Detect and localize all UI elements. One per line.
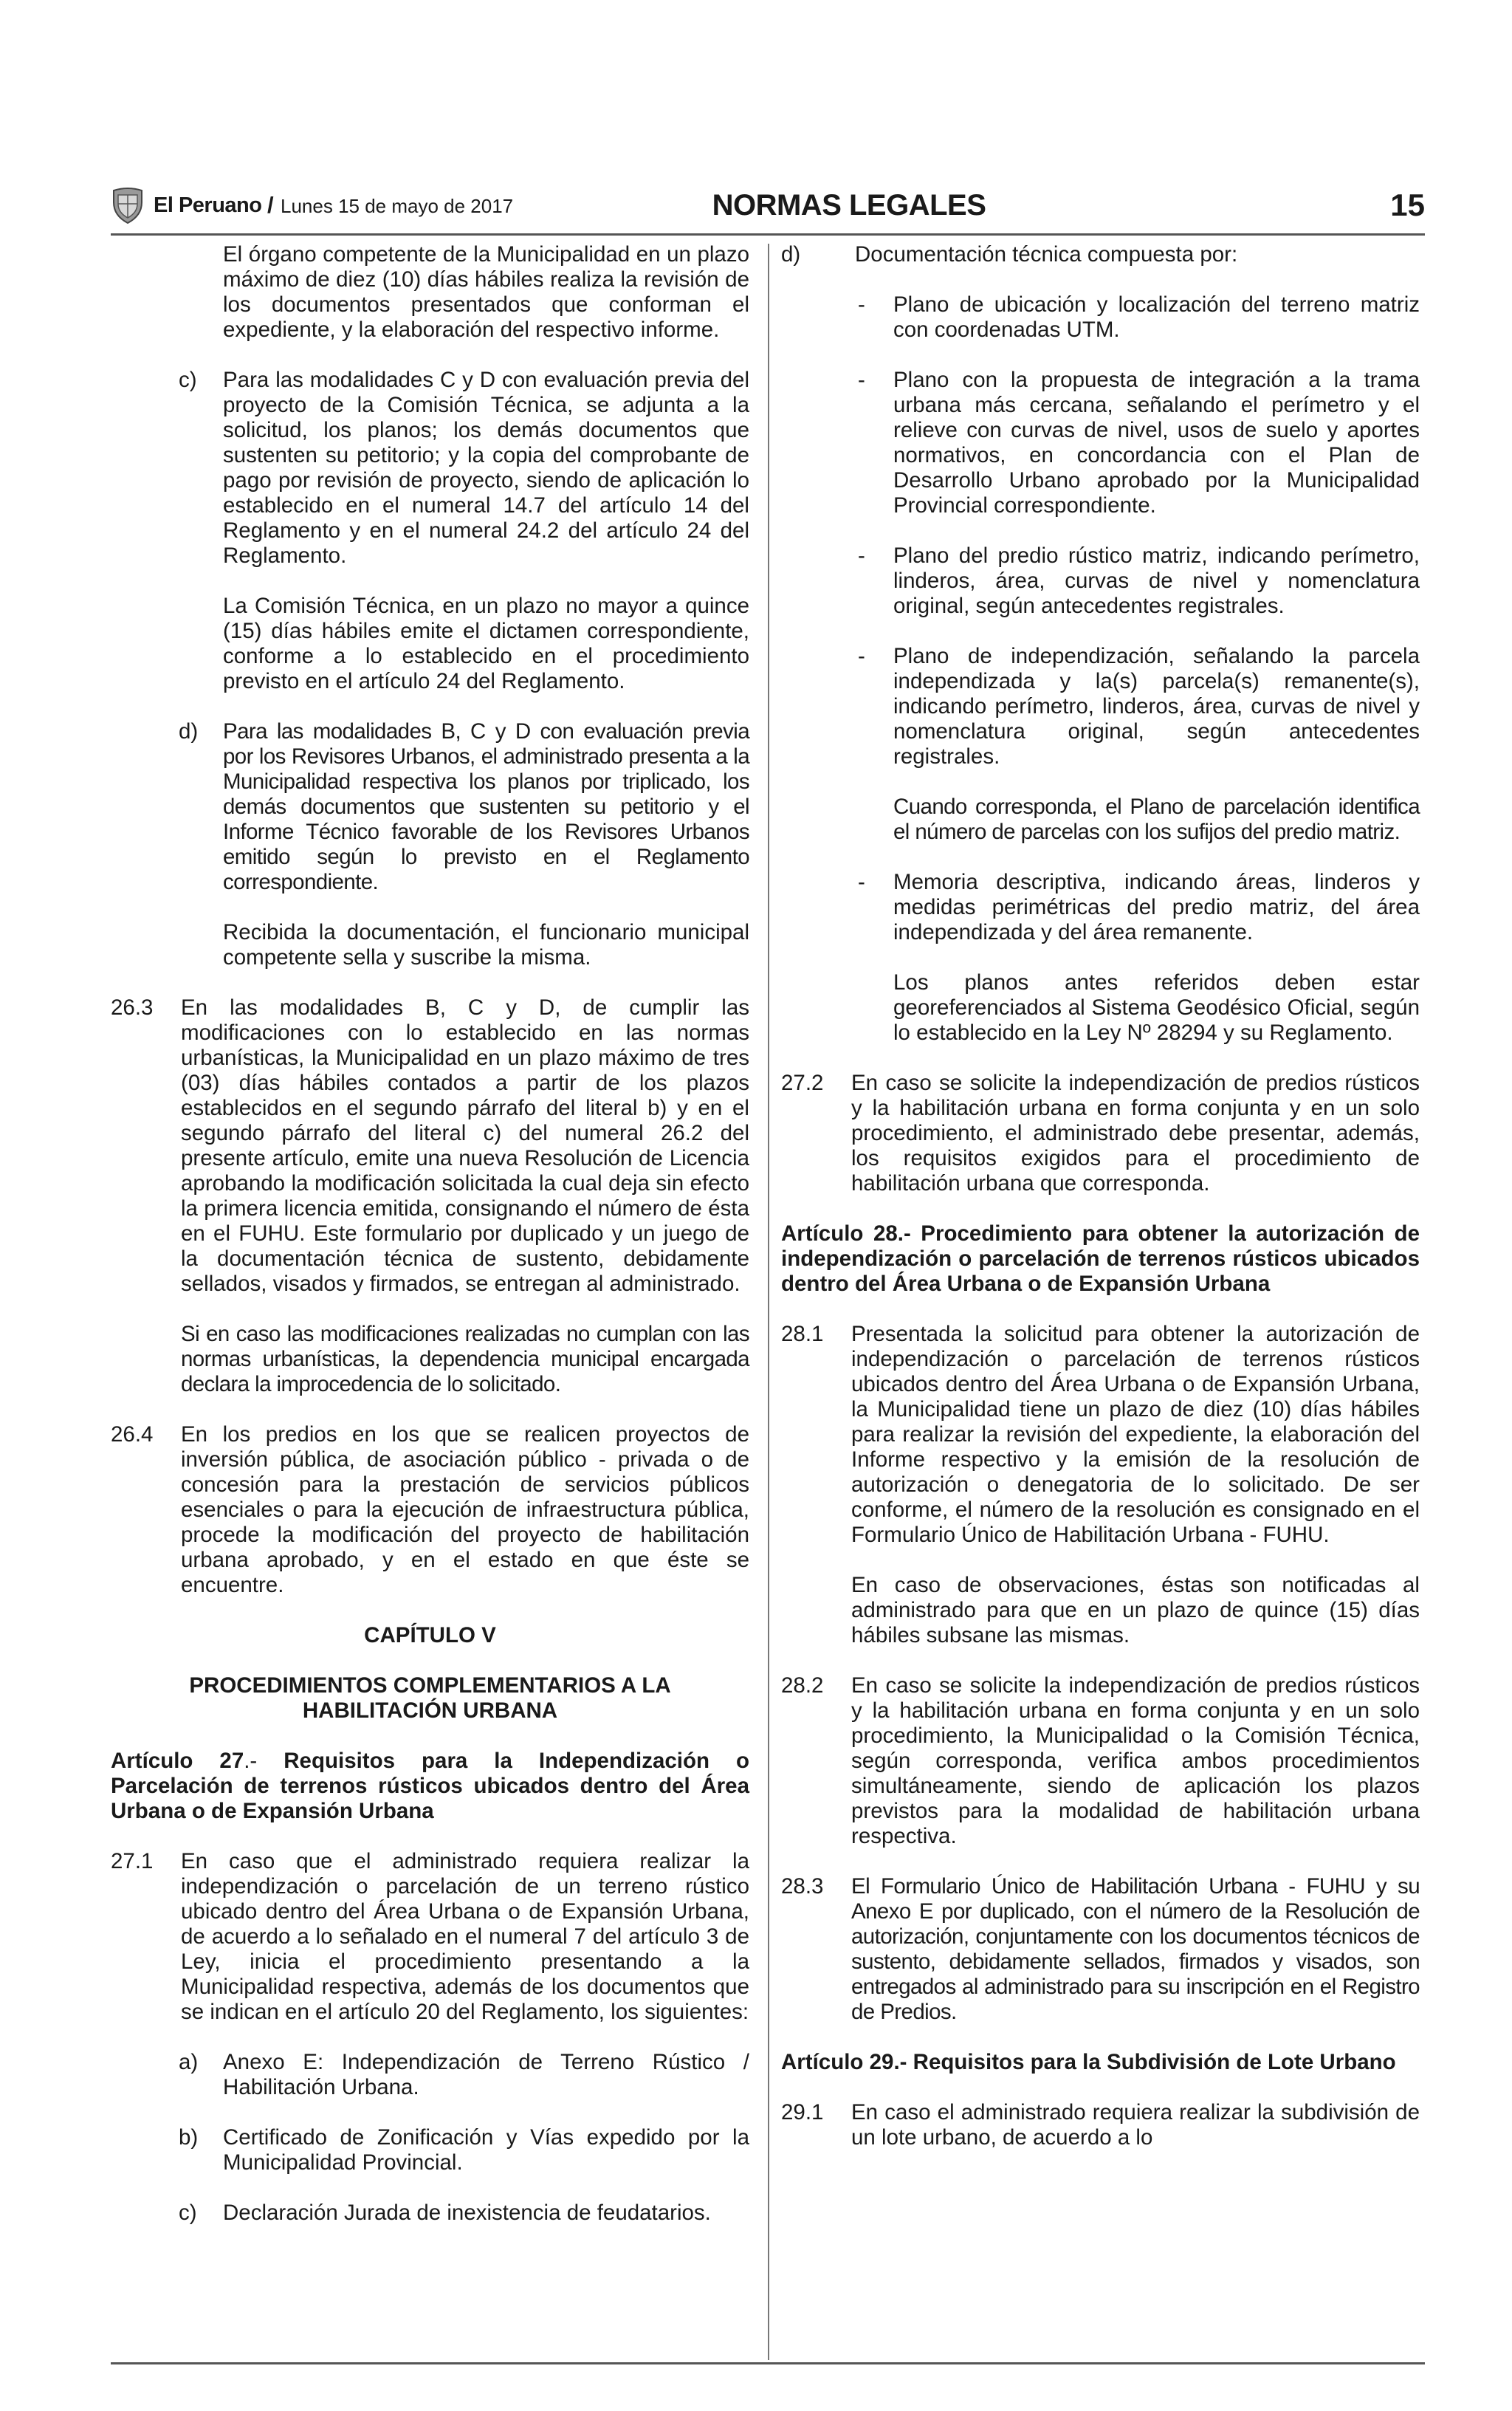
numeral-29-1 <box>781 2100 1420 2150</box>
literal-a <box>111 2050 749 2100</box>
literal-text: Documentación técnica compuesta por: <box>855 242 1238 267</box>
newspaper-name: El Peruano <box>154 193 262 217</box>
literal-b <box>111 2125 749 2175</box>
left-column <box>111 242 749 2226</box>
numeral-label: 28.1 <box>781 1322 824 1346</box>
numeral-27-2 <box>781 1071 1420 1196</box>
numeral-text: En caso que el administrado requiera realizar la independización o parcelación de un terreno rústico ubicado dentro del Área Urbana o de Expansión Urbana, de acuerdo a lo señalado en el numeral 7 del artículo 3 de Ley, inicia el procedimiento presentando a la Municipalidad respectiva, además de los documentos que se indican en el artículo 20 del Reglamento, los siguientes: <box>181 1849 749 2024</box>
intro-paragraph: El órgano competente de la Municipalidad en un plazo máximo de diez (10) días hábiles realiza la revisión de los documentos presentados que conforman el expediente, y la elaboración del respectivo informe. <box>223 242 749 342</box>
numeral-28-2 <box>781 1673 1420 1849</box>
literal-label: d) <box>781 242 801 267</box>
numeral-28-3 <box>781 1874 1420 2025</box>
dash-label: - <box>858 368 865 392</box>
chapter-heading: CAPÍTULO V <box>364 1623 496 1647</box>
numeral-27-1 <box>111 1849 749 2025</box>
numeral-text: En caso se solicite la independización de predios rústicos y la habilitación urbana en forma conjunta y en un solo procedimiento, el administrado debe presentar, además, los requisitos exigidos para el procedimiento de habilitación urbana que corresponda. <box>851 1071 1420 1196</box>
numeral-text: En caso se solicite la independización de predios rústicos y la habilitación urbana en forma conjunta y en un solo procedimiento, la Municipalidad o la Comisión Técnica, según corresponda, verifica ambos procedimientos simultáneamente, siendo de aplicación los plazos previstos para la modalidad de habilitación urbana respectiva. <box>851 1673 1420 1848</box>
dash-item <box>781 368 1420 518</box>
article-dash: .- <box>244 1749 258 1773</box>
numeral-text: El Formulario Único de Habilitación Urbana - FUHU y su Anexo E por duplicado, con el número de la Resolución de autorización, conjuntamente con los documentos técnicos de sustento, debidamente sellados, firmados y visados, son entregados al administrado para su inscripción en el Registro de Predios. <box>851 1874 1420 2024</box>
literal-label: b) <box>179 2125 199 2150</box>
paragraph: Cuando corresponda, el Plano de parcelación identifica el número de parcelas con los sufijos del predio matriz. <box>893 795 1420 844</box>
dash-item <box>781 292 1420 343</box>
numeral-label: 27.2 <box>781 1071 824 1095</box>
column-separator <box>768 244 769 2360</box>
numeral-label: 27.1 <box>111 1849 154 1873</box>
footer-rule <box>111 2362 1425 2364</box>
literal-d-technical <box>781 242 1420 267</box>
dash-text: Memoria descriptiva, indicando áreas, linderos y medidas perimétricas del predio matriz, del área independizada y del área remanente. <box>893 870 1420 944</box>
coat-of-arms-icon <box>111 186 145 224</box>
dash-item <box>781 870 1420 945</box>
dash-text: Plano de ubicación y localización del terreno matriz con coordenadas UTM. <box>893 292 1420 342</box>
paragraph: Los planos antes referidos deben estar georeferenciados al Sistema Geodésico Oficial, según lo establecido en la Ley Nº 28294 y su Reglamento. <box>893 970 1420 1045</box>
paragraph: La Comisión Técnica, en un plazo no mayor a quince (15) días hábiles emite el dictamen correspondiente, conforme a lo establecido en el procedimiento previsto en el artículo 24 del Reglamento. <box>223 594 749 693</box>
dash-item <box>781 644 1420 769</box>
literal-c-2 <box>111 2201 749 2226</box>
paragraph: Recibida la documentación, el funcionario municipal competente sella y suscribe la misma. <box>223 920 749 970</box>
dash-text: Plano de independización, señalando la parcela independizada y la(s) parcela(s) remanente(s), indicando perímetro, linderos, área, curvas de nivel y nomenclatura original, según antecedentes registrales. <box>893 644 1420 769</box>
dash-text: Plano del predio rústico matriz, indicando perímetro, linderos, área, curvas de nivel y nomenclatura original, según antecedentes registrales. <box>893 543 1420 618</box>
paragraph: Si en caso las modificaciones realizadas no cumplan con las normas urbanísticas, la dependencia municipal encargada declara la improcedencia de lo solicitado. <box>181 1322 749 1396</box>
dash-label: - <box>858 644 865 668</box>
numeral-label: 28.2 <box>781 1673 824 1698</box>
section-title: NORMAS LEGALES <box>712 189 986 222</box>
literal-text: Para las modalidades B, C y D con evaluación previa por los Revisores Urbanos, el administrado presenta a la Municipalidad respectiva los planos por triplicado, los demás documentos que sustenten su petitorio y el Informe Técnico favorable de los Revisores Urbanos emitido según lo previsto en el Reglamento correspondiente. <box>223 719 749 894</box>
article-29-title: Artículo 29.- Requisitos para la Subdivisión de Lote Urbano <box>781 2050 1396 2074</box>
literal-label: c) <box>179 368 197 392</box>
numeral-label: 26.3 <box>111 995 154 1020</box>
article-prefix: Artículo 27 <box>111 1749 244 1773</box>
dash-item <box>781 543 1420 619</box>
numeral-28-1 <box>781 1322 1420 1548</box>
paragraph: En caso de observaciones, éstas son notificadas al administrado para que en un plazo de quince (15) días hábiles subsane las mismas. <box>851 1573 1420 1647</box>
header-rule <box>111 233 1425 236</box>
numeral-label: 28.3 <box>781 1874 824 1899</box>
literal-text: Anexo E: Independización de Terreno Rústico / Habilitación Urbana. <box>223 2050 749 2099</box>
dash-label: - <box>858 543 865 568</box>
numeral-label: 29.1 <box>781 2100 824 2124</box>
literal-text: Declaración Jurada de inexistencia de feudatarios. <box>223 2201 711 2225</box>
literal-label: d) <box>179 719 199 744</box>
numeral-26-4 <box>111 1422 749 1598</box>
chapter-title: PROCEDIMIENTOS COMPLEMENTARIOS A LA HABILITACIÓN URBANA <box>189 1673 671 1723</box>
numeral-text: En las modalidades B, C y D, de cumplir las modificaciones con lo establecido en las normas urbanísticas, la Municipalidad en un plazo máximo de tres (03) días hábiles contados a partir de los plazos establecidos en el segundo párrafo del literal b) y en el segundo párrafo del literal c) del numeral 26.2 del presente artículo, emite una nueva Resolución de Licencia aprobando la modificación solicitada la cual deja sin efecto la primera licencia emitida, consignando el número de ésta en el FUHU. Este formulario por duplicado y un juego de la documentación técnica de sustento, debidamente sellados, visados y firmados, se entregan al administrado. <box>181 995 749 1296</box>
literal-c <box>111 368 749 569</box>
dash-label: - <box>858 292 865 317</box>
literal-label: c) <box>179 2201 197 2225</box>
literal-text: Certificado de Zonificación y Vías expedido por la Municipalidad Provincial. <box>223 2125 749 2175</box>
numeral-text: En los predios en los que se realicen proyectos de inversión pública, de asociación público - privada o de concesión para la prestación de servicios públicos esenciales o para la ejecución de infraestructura pública, procede la modificación del proyecto de habilitación urbana aprobado, y en el estado en que éste se encuentre. <box>181 1422 749 1597</box>
publication-date: Lunes 15 de mayo de 2017 <box>281 195 514 217</box>
dash-text: Plano con la propuesta de integración a la trama urbana más cercana, señalando el perímetro y el relieve con curvas de nivel, usos de suelo y aportes normativos, en concordancia con el Plan de Desarrollo Urbano aprobado por la Municipalidad Provincial correspondiente. <box>893 368 1420 518</box>
numeral-26-3 <box>111 995 749 1297</box>
header-separator: / <box>267 192 274 218</box>
numeral-text: En caso el administrado requiera realizar la subdivisión de un lote urbano, de acuerdo a lo <box>851 2100 1420 2150</box>
article-title-text: Requisitos para la Independización o Parcelación de terrenos rústicos ubicados dentro del Área Urbana o de Expansión Urbana <box>111 1749 749 1823</box>
numeral-label: 26.4 <box>111 1422 154 1447</box>
literal-label: a) <box>179 2050 199 2074</box>
right-column <box>781 242 1420 2150</box>
article-27-title <box>111 1749 749 1824</box>
page-header <box>111 186 1425 230</box>
article-28-title: Artículo 28.- Procedimiento para obtener la autorización de independización o parcelación de terrenos rústicos ubicados dentro del Área Urbana o de Expansión Urbana <box>781 1221 1420 1296</box>
literal-text: Para las modalidades C y D con evaluación previa del proyecto de la Comisión Técnica, se adjunta a la solicitud, los planos; los demás documentos que sustenten su petitorio; y la copia del comprobante de pago por revisión de proyecto, siendo de aplicación lo establecido en el numeral 14.7 del artículo 14 del Reglamento y en el numeral 24.2 del artículo 24 del Reglamento. <box>223 368 749 568</box>
literal-d <box>111 719 749 895</box>
dash-label: - <box>858 870 865 894</box>
numeral-text: Presentada la solicitud para obtener la autorización de independización o parcelación de terrenos rústicos ubicados dentro del Área Urbana o de Expansión Urbana, la Municipalidad tiene un plazo de diez (10) días hábiles para realizar la revisión del expediente, la elaboración del Informe respectivo y la emisión de la resolución de autorización o denegatoria de lo solicitado. De ser conforme, el número de la resolución es consignado en el Formulario Único de Habilitación Urbana - FUHU. <box>851 1322 1420 1547</box>
page-number: 15 <box>1390 188 1425 222</box>
